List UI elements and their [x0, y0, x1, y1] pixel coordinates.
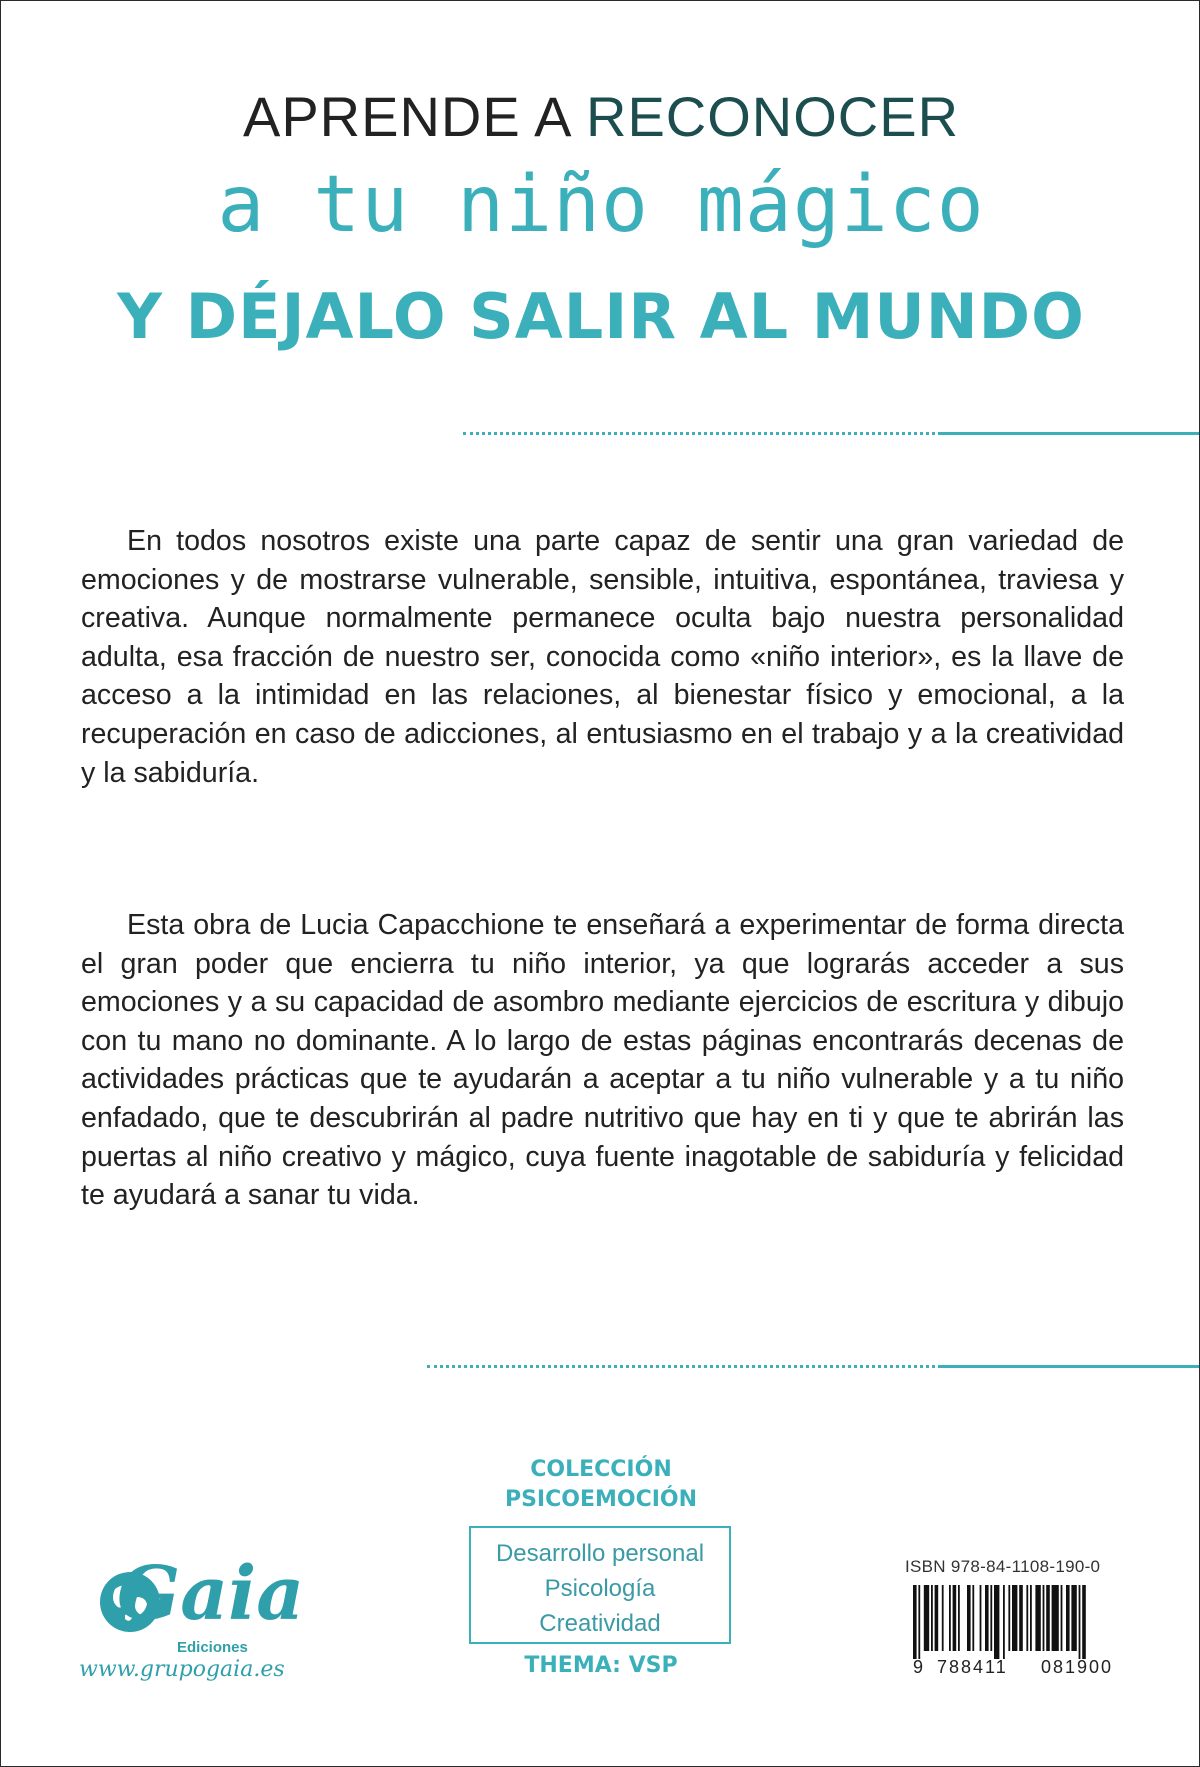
category-box: [469, 1526, 731, 1644]
publisher-logo: [75, 1551, 315, 1685]
headline-line2: a tu niño mágico: [217, 160, 985, 250]
category-item: Desarrollo personal: [495, 1540, 705, 1567]
headline-line1-part2: RECONOCER: [586, 85, 960, 148]
logo-subtitle: Ediciones: [177, 1639, 248, 1656]
publisher-url: www.grupogaia.es: [79, 1657, 285, 1682]
headline-line1: [1, 85, 1200, 148]
headline-line3: Y DÉJALO SALIR AL MUNDO: [117, 280, 1085, 353]
barcode: [911, 1585, 1137, 1659]
barcode-digits-right: 081900: [1041, 1657, 1114, 1677]
collection-title: [401, 1455, 801, 1515]
dotted-divider-top: [463, 432, 1199, 435]
body-paragraph-1: En todos nosotros existe una parte capaz de sentir una gran variedad de emociones y de mostrarse vulnerable, sensible, intuitiva, espontánea, traviesa y creativa. Aunque normalmente permanece oculta bajo nuestra personalidad adulta, esa fracción de nuestro ser, conocida como «niño interior», es la llave de acceso a la intimidad en las relaciones, al bienestar físico y emocional, a la recuperación en caso de adicciones, al entusiasmo en el trabajo y a la creatividad y la sabiduría.: [81, 525, 1124, 789]
category-item: Creatividad: [539, 1610, 661, 1637]
dotted-divider-bottom: [427, 1365, 1199, 1368]
barcode-digits-left: 788411: [937, 1657, 1008, 1677]
barcode-digit-lead: 9: [913, 1657, 926, 1677]
collection-line2: PSICOEMOCIÓN: [504, 1487, 698, 1512]
isbn-label: ISBN 978-84-1108-190-0: [905, 1557, 1101, 1576]
collection-line1: COLECCIÓN: [530, 1457, 672, 1482]
logo-wordmark: Gaia: [117, 1551, 305, 1637]
thema-code: THEMA: VSP: [524, 1653, 678, 1678]
headline-line1-part1: APRENDE A: [242, 85, 586, 148]
body-paragraph-2: Esta obra de Lucia Capacchione te enseñará a experimentar de forma directa el gran poder que encierra tu niño interior, ya que lograrás acceder a sus emociones y a su capacidad de asombro mediante ejercicios de escritura y dibujo con tu mano no dominante. A lo largo de estas páginas encontrarás decenas de actividades prácticas que te ayudarán a aceptar a tu niño vulnerable y a tu niño enfadado, que te descubrirán al padre nutritivo que hay en ti y que te abrirán las puertas al niño creativo y mágico, cuya fuente inagotable de sabiduría y felicidad te ayudará a sanar tu vida.: [81, 909, 1124, 1212]
category-item: Psicología: [544, 1575, 656, 1602]
